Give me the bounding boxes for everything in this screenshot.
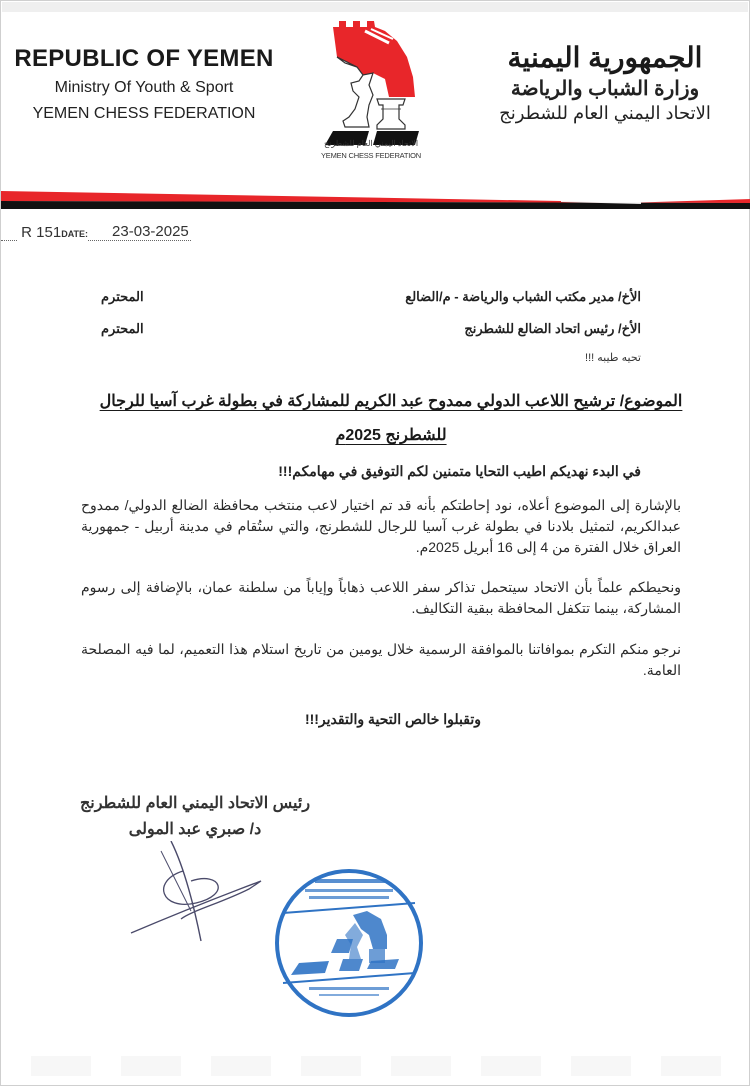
date-value: 23-03-2025 <box>88 223 191 241</box>
ministry-name-en: Ministry Of Youth & Sport <box>54 79 234 96</box>
subject-heading <box>97 385 685 453</box>
federation-name-en: YEMEN CHESS FEDERATION <box>32 105 256 122</box>
recipient-name: الأخ/ رئيس اتحاد الضالع للشطرنج <box>464 321 641 336</box>
subject-line-1: الموضوع/ ترشيح اللاعب الدولي ممدوح عبد الكريم للمشاركة في بطولة غرب آسيا للرجال <box>99 393 683 410</box>
date-label: DATE: <box>61 229 89 239</box>
ref-number: R 151 <box>21 224 62 241</box>
logo-caption-ar: الاتحاد اليمني العام للشطرنج <box>323 139 419 148</box>
country-name-en: REPUBLIC OF YEMEN <box>14 45 274 72</box>
recipient-line <box>101 289 641 305</box>
signatory-title: رئيس الاتحاد اليمني العام للشطرنج <box>79 795 311 812</box>
logo-caption-en: YEMEN CHESS FEDERATION <box>320 151 422 160</box>
recipient-name: الأخ/ مدير مكتب الشباب والرياضة - م/الضالع <box>405 289 641 304</box>
handwritten-signature-icon <box>121 841 271 951</box>
header-divider-stripe <box>1 187 750 209</box>
body-paragraph: بالإشارة إلى الموضوع أعلاه، نود إحاطتكم بأنه قد تم اختيار لاعب منتخب محافظة الضالع الدولي/ ممدوح عبدالكريم، لتمثيل بلادنا في بطولة غرب آسيا للرجال للشطرنج، والتي ستُقام في مدينة أربيل - جمهورية العراق خلال الفترة من 4 إلى 16 أبريل 2025م. <box>81 497 681 555</box>
english-letterhead <box>9 45 279 123</box>
greeting: تحيه طيبه !!! <box>585 352 641 364</box>
recipient-line <box>101 321 641 337</box>
arabic-letterhead <box>475 41 735 124</box>
official-stamp-icon <box>269 863 429 1023</box>
recipient-salutation: المحترم <box>101 289 144 304</box>
ministry-name-ar: وزارة الشباب والرياضة <box>510 78 700 100</box>
ref-number-label <box>1 240 17 241</box>
faded-footer-text <box>31 1056 731 1076</box>
closing-line: وتقبلوا خالص التحية والتقدير!!! <box>304 711 481 727</box>
body-paragraph: نرجو منكم التكرم بموافاتنا بالموافقة الرسمية خلال يومين من تاريخ استلام هذا التعميم، لما فيه المصلحة العامة. <box>81 641 681 678</box>
viewer-top-bar <box>2 2 748 12</box>
opening-line: في البدء نهديكم اطيب التحايا متمنين لكم التوفيق في مهامكم!!! <box>278 463 641 479</box>
subject-line-2: للشطرنج 2025م <box>335 427 447 444</box>
body-paragraph: ونحيطكم علماً بأن الاتحاد سيتحمل تذاكر سفر اللاعب ذهاباً وإياباً من سلطنة عمان، بالإضافة إلى رسوم المشاركة، بينما تتكفل المحافظة ببقية التكاليف. <box>81 579 681 616</box>
reference-line <box>1 223 191 241</box>
recipient-salutation: المحترم <box>101 321 144 336</box>
country-name-ar: الجمهورية اليمنية <box>507 42 703 73</box>
signatory-name: د/ صبري عبد المولى <box>128 821 262 838</box>
federation-name-ar: الاتحاد اليمني العام للشطرنج <box>499 103 711 123</box>
